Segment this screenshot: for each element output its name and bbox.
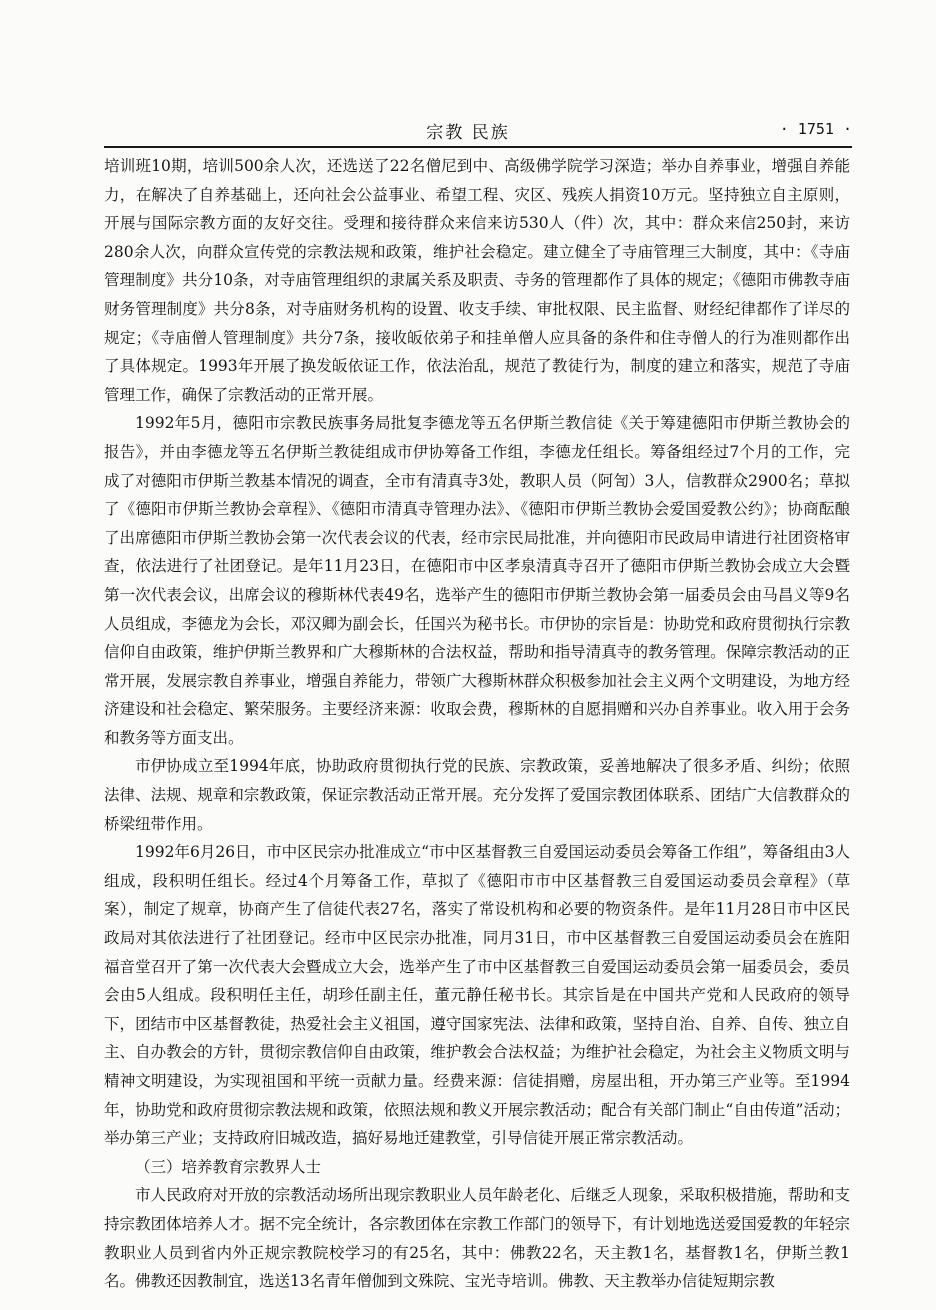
running-title: 宗教 民族 bbox=[426, 123, 510, 143]
header-rule bbox=[104, 146, 852, 148]
paragraph-training: 市人民政府对开放的宗教活动场所出现宗教职业人员年龄老化、后继乏人现象，采取积极措施，帮助和支持宗教团体培养人才。据不完全统计，各宗教团体在宗教工作部门的领导下，有计划地选送爱国爱教的年轻宗教职业人员到省内外正规宗教院校学习的有25名，其中：佛教22名，天主教1名，基督教1名，伊斯兰教1名。佛教还因教制宜，选送13名青年僧伽到文殊院、宝光寺培训。佛教、天主教举办信徒短期宗教 bbox=[104, 1186, 850, 1291]
page-number: · 1751 · bbox=[779, 120, 852, 138]
paragraph-association-work: 市伊协成立至1994年底，协助政府贯彻执行党的民族、宗教政策，妥善地解决了很多矛盾、纠纷；依照法律、法规、规章和宗教政策，保证宗教活动正常开展。充分发挥了爱国宗教团体联系、团结广大信教群众的桥梁纽带作用。 bbox=[104, 757, 850, 833]
section-heading: （三）培养教育宗教界人士 bbox=[135, 1157, 322, 1176]
paragraph-islamic-association: 1992年5月，德阳市宗教民族事务局批复李德龙等五名伊斯兰教信徒《关于筹建德阳市伊斯兰教协会的报告》，并由李德龙等五名伊斯兰教徒组成市伊协筹备工作组，李德龙任组长。筹备组经过7个月的工作，完成了对德阳市伊斯兰教基本情况的调查，全市有清真寺3处，教职人员（阿訇）3人，信教群众2900名；草拟了《德阳市伊斯兰教协会章程》、《德阳市清真寺管理办法》、《德阳市伊斯兰教协会爱国爱教公约》；协商酝酿了出席德阳市伊斯兰教协会第一次代表会议的代表，经市宗民局批准，并向德阳市民政局申请进行社团资格审查，依法进行了社团登记。是年11月23日，在德阳市中区孝泉清真寺召开了德阳市伊斯兰教协会成立大会暨第一次代表会议，出席会议的穆斯林代表49名，选举产生的德阳市伊斯兰教协会第一届委员会由马昌义等9名人员组成，李德龙为会长，邓汉卿为副会长，任国兴为秘书长。市伊协的宗旨是：协助党和政府贯彻执行宗教信仰自由政策，维护伊斯兰教界和广大穆斯林的合法权益，帮助和指导清真寺的教务管理。保障宗教活动的正常开展，发展宗教自养事业，增强自养能力，带领广大穆斯林群众积极参加社会主义两个文明建设，为地方经济建设和社会稳定、繁荣服务。主要经济来源：收取会费，穆斯林的自愿捐赠和兴办自养事业。收入用于会务和教务等方面支出。 bbox=[104, 414, 850, 747]
page-header bbox=[0, 112, 936, 144]
body-text bbox=[104, 152, 850, 1296]
paragraph-continued: 培训班10期，培训500余人次，还选送了22名僧尼到中、高级佛学院学习深造；举办自养事业，增强自养能力，在解决了自养基础上，还向社会公益事业、希望工程、灾区、残疾人捐资10万元。坚持独立自主原则，开展与国际宗教方面的友好交往。受理和接待群众来信来访530人（件）次，其中：群众来信250封，来访280余人次，向群众宣传党的宗教法规和政策，维护社会稳定。建立健全了寺庙管理三大制度，其中：《寺庙管理制度》共分10条，对寺庙管理组织的隶属关系及职责、寺务的管理都作了具体的规定；《德阳市佛教寺庙财务管理制度》共分8条，对寺庙财务机构的设置、收支手续、审批权限、民主监督、财经纪律都作了详尽的规定；《寺庙僧人管理制度》共分7条，接收皈依弟子和挂单僧人应具备的条件和住寺僧人的行为准则都作出了具体规定。1993年开展了换发皈依证工作，依法治乱，规范了教徒行为，制度的建立和落实，规范了寺庙管理工作，确保了宗教活动的正常开展。 bbox=[104, 157, 850, 404]
paragraph-christian-committee: 1992年6月26日，市中区民宗办批准成立“市中区基督教三自爱国运动委员会筹备工作组”，筹备组由3人组成，段积明任组长。经过4个月筹备工作，草拟了《德阳市市中区基督教三自爱国运动委员会章程》（草案），制定了规章，协商产生了信徒代表27名，落实了常设机构和必要的物资条件。是年11月28日市中区民政局对其依法进行了社团登记。经市中区民宗办批准，同月31日，市中区基督教三自爱国运动委员会在旌阳福音堂召开了第一次代表大会暨成立大会，选举产生了市中区基督教三自爱国运动委员会第一届委员会，委员会由5人组成。段积明任主任，胡珍任副主任，董元静任秘书长。其宗旨是在中国共产党和人民政府的领导下，团结市中区基督教徒，热爱社会主义祖国，遵守国家宪法、法律和政策，坚持自治、自养、自传、独立自主、自办教会的方针，贯彻宗教信仰自由政策，维护教会合法权益；为维护社会稳定，为社会主义物质文明与精神文明建设，为实现祖国和平统一贡献力量。经费来源：信徒捐赠，房屋出租，开办第三产业等。至1994年，协助党和政府贯彻宗教法规和政策，依照法规和教义开展宗教活动；配合有关部门制止“自由传道”活动；举办第三产业；支持政府旧城改造，搞好易地迁建教堂，引导信徒开展正常宗教活动。 bbox=[104, 843, 850, 1148]
